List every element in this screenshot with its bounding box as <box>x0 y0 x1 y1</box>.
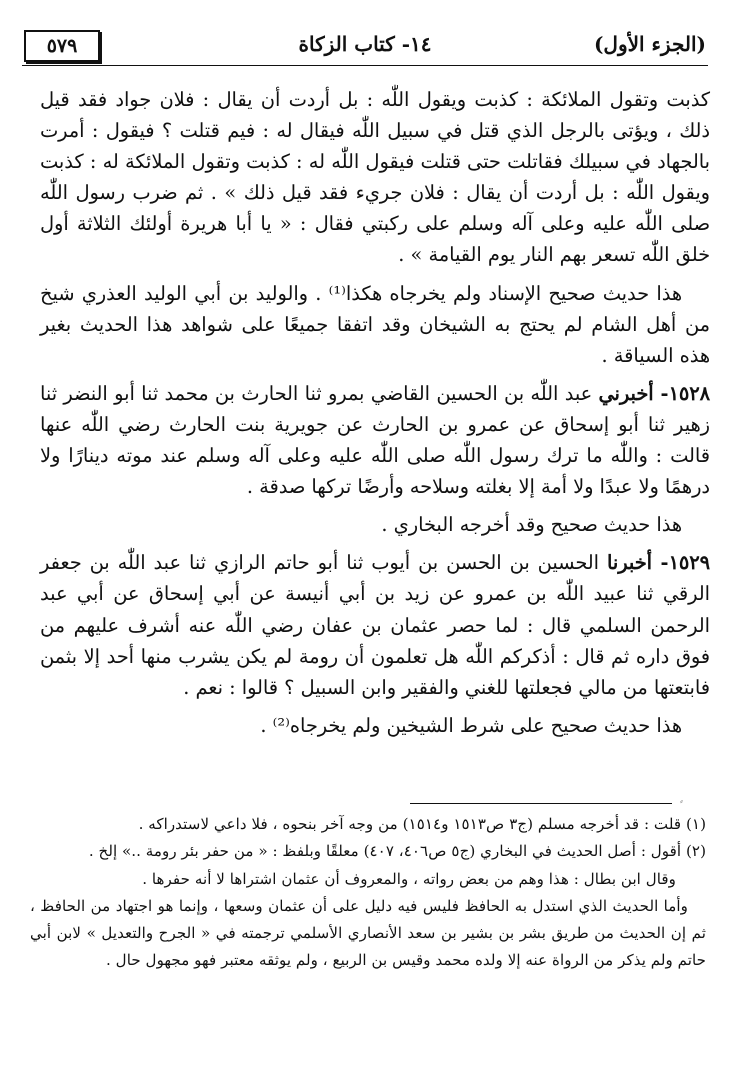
hadith-number-1529: ١٥٢٩- أخبرنا <box>607 551 710 575</box>
volume-label: (الجزء الأول) <box>593 32 706 56</box>
hadith-text-1528: عبد اللّٰه بن الحسين القاضي بمرو ثنا الحارث بن محمد ثنا أبو النضر ثنا زهير ثنا أبو إسحاق عن عمرو بن الحارث عن جويرية بنت الحارث رضي اللّٰه عنها قالت : واللّٰه ما ترك رسول اللّٰه صلى اللّٰه عليه وعلى آله وسلم عند موته دينارًا ولا درهمًا ولا عبدًا ولا أمة إلا بغلته وسلاحه وأرضًا تركها صدقة . <box>40 381 710 499</box>
footnote-rule <box>410 803 672 804</box>
hadith-1529 <box>40 547 710 702</box>
hadith-number-1528: ١٥٢٨- أخبرني <box>598 381 711 405</box>
main-text <box>40 84 710 741</box>
hadith-text-1529: الحسين بن الحسن بن أيوب ثنا أبو حاتم الرازي ثنا عبد اللّٰه بن جعفر الرقي ثنا عبيد اللّٰه بن عمرو عن زيد بن أبي أنيسة عن أبي إسحاق عن أبي عبد الرحمن السلمي قال : لما حصر عثمان بن عفان رضي اللّٰه عنه أشرف عليهم من فوق داره ثم قال : أذكركم اللّٰه هل تعلمون أن رومة لم يكن يشرب منها أحد إلا بثمن فابتعتها من مالي فجعلتها للغني والفقير وابن السبيل ؟ قالوا : نعم . <box>40 551 710 699</box>
footnote-2-commentary: وأما الحديث الذي استدل به الحافظ فليس فيه دليل على أن عثمان وسعها ، وإنما هو اجتهاد من الحافظ ، ثم إن الحديث من طريق بشر بن بشير بن سعد الأنصاري الأسلمي ترجمته في « الجرح والتعديل » لابن أبي حاتم ولم يذكر من الرواة عنه إلا ولده محمد وقيس بن الربيع ، ولم يوثقه معتبر فهو مجهول حال . <box>30 896 706 970</box>
footnote-1: (١) قلت : قد أخرجه مسلم (ج٣ ص١٥١٣ و١٥١٤) من وجه آخر بنحوه ، فلا داعي لاستدراكه . <box>138 815 706 833</box>
header-rule <box>22 65 708 66</box>
page-number: ٥٧٩ <box>24 30 100 62</box>
paragraph-grading-2: هذا حديث صحيح وقد أخرجه البخاري . <box>381 513 682 537</box>
margin-mark: ⸗ <box>680 797 683 807</box>
paragraph-hadith-end: كذبت وتقول الملائكة : كذبت ويقول اللّٰه : بل أردت أن يقال : فلان جواد فقد قيل ذلك ، ويؤتى بالرجل الذي قتل في سبيل اللّٰه فيقال له : فيم قتلت ؟ فيقول : أمرت بالجهاد في سبيلك فقاتلت حتى قتلت فيقول اللّٰه له : كذبت وتقول الملائكة له : كذبت ويقول اللّٰه : بل أردت أن يقال : فلان جريء فقد قيل ذلك » . ثم ضرب رسول اللّٰه صلى اللّٰه عليه وعلى آله وسلم على ركبتي فقال : « يا أبا هريرة أولئك الثلاثة أول خلق اللّٰه تسعر بهم النار يوم القيامة » . <box>40 88 710 267</box>
footnotes <box>30 811 706 975</box>
chapter-title: ١٤- كتاب الزكاة <box>298 32 432 56</box>
footnote-2-continuation: وقال ابن بطال : هذا وهم من بعض رواته ، والمعروف أن عثمان اشتراها لا أنه حفرها . <box>142 869 676 888</box>
footnote-2: (٢) أقول : أصل الحديث في البخاري (ج٥ ص٤٠٦، ٤٠٧) معلقًا وبلفظ : « من حفر بئر رومة ..» إلخ . <box>88 842 706 861</box>
paragraph-grading-1: هذا حديث صحيح الإسناد ولم يخرجاه هكذا⁽¹⁾ . والوليد بن أبي الوليد العذري شيخ من أهل الشام لم يحتج به الشيخان وقد اتفقا جميعًا على شواهد هذا الحديث بغير هذه السياقة . <box>40 281 710 367</box>
paragraph-grading-3: هذا حديث صحيح على شرط الشيخين ولم يخرجاه⁽²⁾ . <box>260 713 682 737</box>
page-header <box>22 28 708 64</box>
hadith-1528 <box>40 378 710 502</box>
